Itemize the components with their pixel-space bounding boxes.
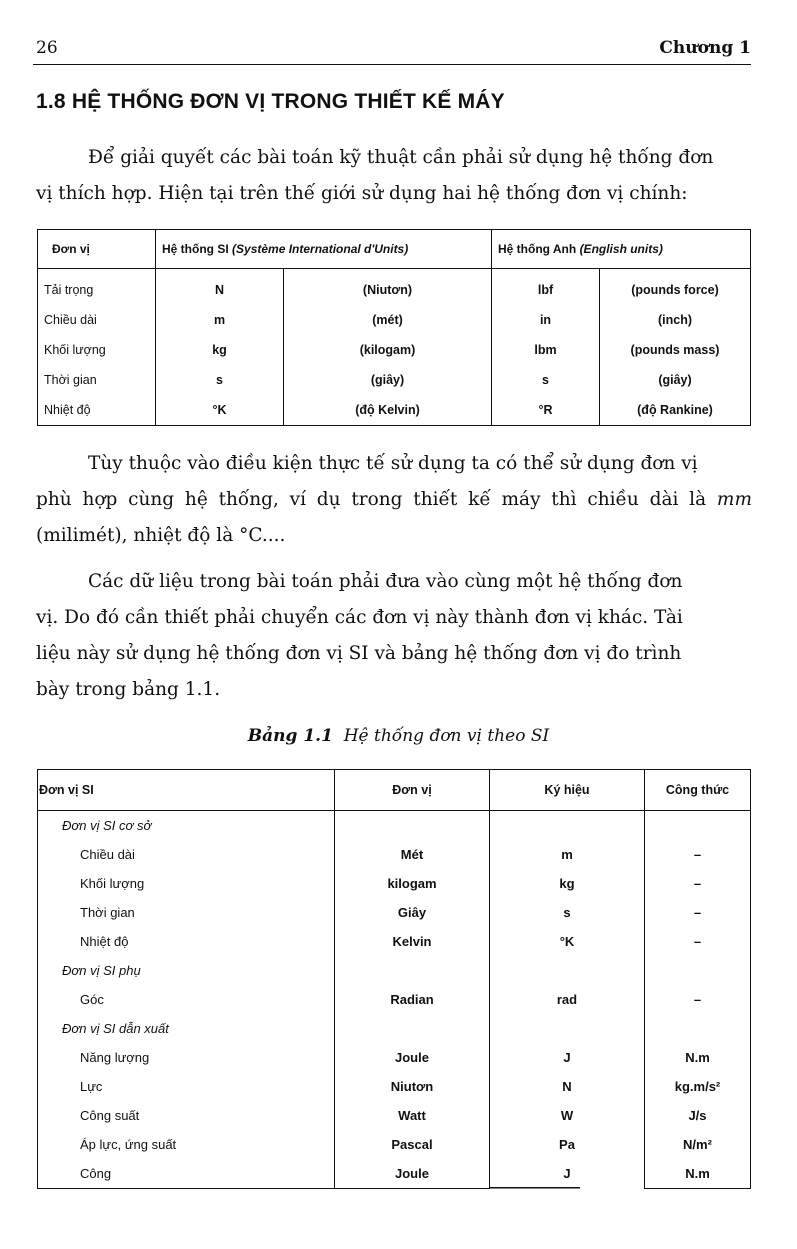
cell-formula: – — [645, 985, 751, 1014]
cell-quantity: Tải trọng — [38, 269, 156, 306]
category-row — [38, 1014, 751, 1043]
table-row — [38, 1130, 751, 1159]
caption-label: Bảng 1.1 — [247, 726, 333, 746]
cell-symbol: J — [563, 1050, 571, 1065]
cell-quantity: Thời gian — [38, 365, 156, 395]
cell-formula: kg.m/s² — [645, 1072, 751, 1101]
cell-quantity: Khối lượng — [38, 335, 156, 365]
table-row — [38, 1072, 751, 1101]
empty-cell — [645, 811, 751, 841]
paragraph-line: Tùy thuộc vào điều kiện thực tế sử dụng ta có thể sử dụng đơn vị — [88, 453, 698, 474]
cell-quantity-name: Góc — [38, 985, 335, 1014]
empty-cell — [335, 811, 490, 841]
paragraph-line: (milimét), nhiệt độ là °C.... — [36, 525, 286, 546]
cell-quantity-name: Nhiệt độ — [38, 927, 335, 956]
caption-text: Hệ thống đơn vị theo SI — [343, 726, 550, 746]
si-note: (Système International d'Units) — [232, 242, 409, 256]
cell-quantity-name: Công — [38, 1159, 335, 1189]
cell-en-name: (pounds mass) — [600, 335, 751, 365]
table-header-row — [38, 230, 751, 269]
english-note: (English units) — [579, 242, 663, 256]
cell-quantity-name: Áp lực, ứng suất — [38, 1130, 335, 1159]
unit-mm: mm — [716, 489, 752, 510]
cell-en-name: (giây) — [600, 365, 751, 395]
empty-cell — [335, 1014, 490, 1043]
cell-quantity: Chiều dài — [38, 305, 156, 335]
cell-unit: Watt — [335, 1101, 490, 1130]
cell-quantity-name: Công suất — [38, 1101, 335, 1130]
cell-symbol: Pa — [559, 1137, 575, 1152]
paragraph-3 — [36, 564, 752, 708]
cell-formula: – — [645, 869, 751, 898]
cell-si-name: (Niutơn) — [284, 269, 492, 306]
table-row — [38, 985, 751, 1014]
table-row — [38, 335, 751, 365]
cell-unit: Niutơn — [335, 1072, 490, 1101]
empty-cell — [645, 956, 751, 985]
paragraph-2 — [36, 446, 752, 554]
cell-en-symbol: °R — [492, 395, 600, 426]
cell-quantity: Nhiệt độ — [38, 395, 156, 426]
cell-quantity-name: Năng lượng — [38, 1043, 335, 1072]
cell-symbol: rad — [556, 992, 578, 1007]
cell-symbol: kg — [559, 876, 575, 891]
col-header-si-unit: Đơn vị SI — [38, 770, 335, 811]
chapter-label: Chương 1 — [659, 38, 751, 58]
cell-en-name: (pounds force) — [600, 269, 751, 306]
table-row — [38, 840, 751, 869]
cell-symbol: W — [560, 1108, 574, 1123]
cell-formula: J/s — [645, 1101, 751, 1130]
cell-si-symbol: s — [216, 373, 223, 387]
col-header-formula: Công thức — [645, 770, 751, 811]
category-row — [38, 811, 751, 841]
page-number: 26 — [36, 38, 58, 58]
empty-cell — [490, 1014, 645, 1043]
cell-si-name: (kilogam) — [284, 335, 492, 365]
cell-symbol: N — [562, 1079, 572, 1094]
cell-symbol: °K — [559, 934, 575, 949]
col-header-unit: Đơn vị — [38, 230, 156, 269]
paragraph-line: liệu này sử dụng hệ thống đơn vị SI và bảng hệ thống đơn vị đo trình — [36, 643, 682, 664]
table-row — [38, 1159, 751, 1189]
cell-si-name: (độ Kelvin) — [284, 395, 492, 426]
cell-en-symbol: lbm — [534, 343, 557, 357]
table-row — [38, 927, 751, 956]
cell-formula: – — [645, 927, 751, 956]
cell-unit: Joule — [335, 1043, 490, 1072]
empty-cell — [335, 956, 490, 985]
empty-cell — [490, 956, 645, 985]
section-title: 1.8 HỆ THỐNG ĐƠN VỊ TRONG THIẾT KẾ MÁY — [36, 90, 505, 113]
cell-formula: N/m² — [645, 1130, 751, 1159]
cell-en-symbol: in — [539, 313, 552, 327]
empty-cell — [490, 811, 645, 841]
paragraph-line: vị thích hợp. Hiện tại trên thế giới sử dụng hai hệ thống đơn vị chính: — [36, 183, 688, 204]
table-row — [38, 1101, 751, 1130]
table-row — [38, 1043, 751, 1072]
unit-systems-table — [37, 229, 751, 426]
cell-unit: Mét — [335, 840, 490, 869]
category-label: Đơn vị SI phụ — [38, 956, 335, 985]
cell-si-name: (giây) — [284, 365, 492, 395]
col-header-unit: Đơn vị — [335, 770, 490, 811]
paragraph-line: phù hợp cùng hệ thống, ví dụ trong thiết kế máy thì chiều dài là mm — [36, 489, 752, 510]
col-header-si: Hệ thống SI (Système International d'Units) — [156, 230, 492, 269]
cell-formula: – — [645, 898, 751, 927]
table-row — [38, 269, 751, 306]
header-rule — [33, 64, 751, 65]
table-header-row — [38, 770, 751, 811]
cell-si-symbol: m — [213, 313, 226, 327]
table-row — [38, 869, 751, 898]
cell-formula: N.m — [645, 1159, 751, 1189]
cell-unit: Pascal — [335, 1130, 490, 1159]
cell-unit: Radian — [335, 985, 490, 1014]
cell-unit: Joule — [335, 1159, 490, 1189]
category-label: Đơn vị SI cơ sở — [38, 811, 335, 841]
paragraph-line: Để giải quyết các bài toán kỹ thuật cần phải sử dụng hệ thống đơn — [88, 147, 714, 168]
si-units-table — [37, 769, 751, 1189]
cell-symbol: s — [563, 905, 571, 920]
cell-unit: kilogam — [335, 869, 490, 898]
col-header-english: Hệ thống Anh (English units) — [492, 230, 751, 269]
paragraph-line: bày trong bảng 1.1. — [36, 679, 221, 700]
table-row — [38, 898, 751, 927]
col-header-symbol: Ký hiệu — [490, 770, 645, 811]
table-row — [38, 395, 751, 426]
paragraph-line: Các dữ liệu trong bài toán phải đưa vào cùng một hệ thống đơn — [88, 571, 683, 592]
cell-formula: N.m — [645, 1043, 751, 1072]
cell-si-symbol: kg — [212, 343, 227, 357]
cell-quantity-name: Lực — [38, 1072, 335, 1101]
category-row — [38, 956, 751, 985]
cell-en-symbol: s — [542, 373, 549, 387]
table-row — [38, 305, 751, 335]
cell-formula: – — [645, 840, 751, 869]
cell-en-symbol: lbf — [537, 283, 554, 297]
cell-en-name: (inch) — [600, 305, 751, 335]
cell-quantity-name: Chiều dài — [38, 840, 335, 869]
cell-unit: Kelvin — [335, 927, 490, 956]
cell-quantity-name: Khối lượng — [38, 869, 335, 898]
cell-si-symbol: N — [214, 283, 225, 297]
cell-quantity-name: Thời gian — [38, 898, 335, 927]
cell-si-name: (mét) — [284, 305, 492, 335]
table-row — [38, 365, 751, 395]
cell-unit: Giây — [335, 898, 490, 927]
paragraph-1 — [36, 140, 752, 212]
cell-symbol: J — [490, 1159, 645, 1189]
cell-en-name: (độ Rankine) — [600, 395, 751, 426]
cell-symbol: m — [561, 847, 573, 862]
empty-cell — [645, 1014, 751, 1043]
cell-si-symbol: °K — [156, 395, 284, 426]
category-label: Đơn vị SI dẫn xuất — [38, 1014, 335, 1043]
table-caption — [0, 726, 797, 746]
paragraph-line: vị. Do đó cần thiết phải chuyển các đơn vị này thành đơn vị khác. Tài — [36, 607, 683, 628]
